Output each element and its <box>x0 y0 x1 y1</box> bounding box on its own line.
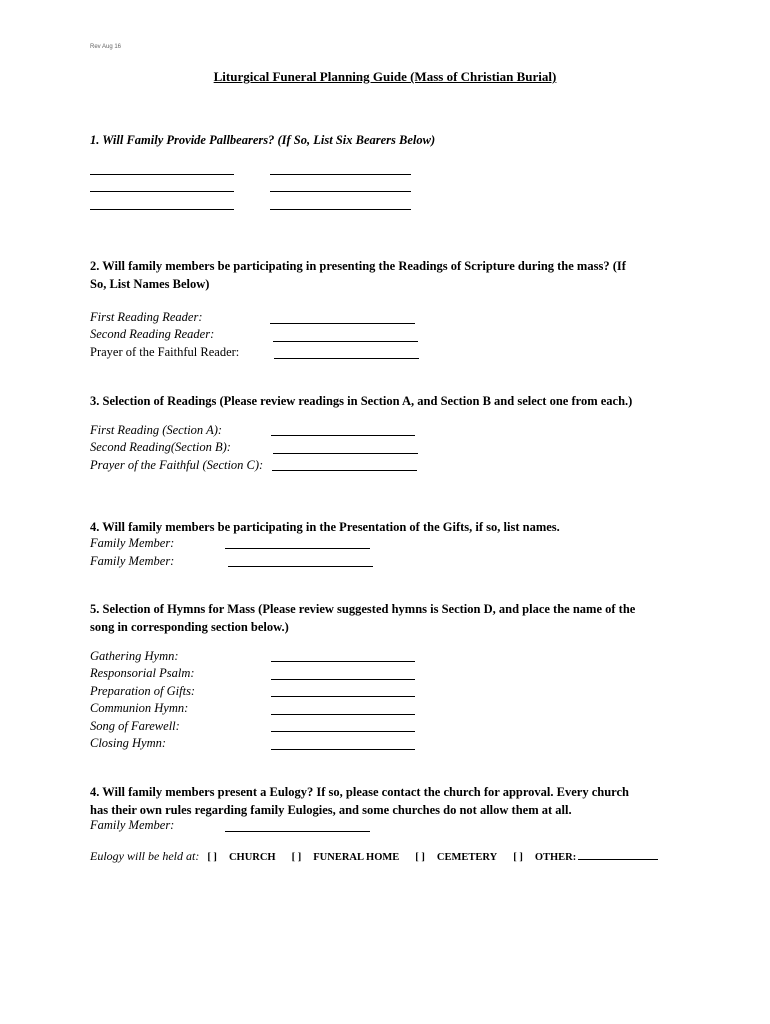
option-funeral-home[interactable] <box>292 852 400 863</box>
church-label: CHURCH <box>228 852 276 863</box>
eulogy-location-label: Eulogy will be held at: <box>90 849 200 863</box>
section-2-question-line-2: So, List Names Below) <box>90 277 210 291</box>
pallbearer-4-field[interactable] <box>270 191 411 192</box>
gift-family-member-1-label: Family Member: <box>90 536 175 550</box>
option-church[interactable] <box>207 852 275 863</box>
pallbearer-1-field[interactable] <box>90 174 234 175</box>
eulogy-location-row <box>90 849 658 864</box>
responsorial-psalm-field[interactable] <box>271 679 415 680</box>
second-reading-label: Second Reading(Section B): <box>90 440 231 454</box>
eulogy-question-line-2: has their own rules regarding family Eulogies, and some churches do not allow them at all. <box>90 803 572 817</box>
communion-hymn-field[interactable] <box>271 714 415 715</box>
section-5-question-line-2: song in corresponding section below.) <box>90 620 289 634</box>
second-reading-reader-label: Second Reading Reader: <box>90 327 215 341</box>
gift-family-member-2-field[interactable] <box>228 566 373 567</box>
pallbearer-6-field[interactable] <box>270 209 411 210</box>
eulogy-question-line-1: 4. Will family members present a Eulogy? If so, please contact the church for approval. Every church <box>90 785 629 799</box>
gathering-hymn-label: Gathering Hymn: <box>90 649 179 663</box>
gathering-hymn-field[interactable] <box>271 661 415 662</box>
first-reading-field[interactable] <box>271 435 415 436</box>
first-reading-reader-label: First Reading Reader: <box>90 310 203 324</box>
first-reading-label: First Reading (Section A): <box>90 423 223 437</box>
other-label: OTHER: <box>534 852 577 863</box>
prayer-of-faithful-field[interactable] <box>272 470 417 471</box>
section-1-question: 1. Will Family Provide Pallbearers? (If So, List Six Bearers Below) <box>90 133 436 147</box>
cemetery-label: CEMETERY <box>436 852 498 863</box>
cemetery-checkbox[interactable]: [ ] <box>415 852 425 863</box>
prayer-of-faithful-reader-label: Prayer of the Faithful Reader: <box>90 345 240 359</box>
preparation-of-gifts-field[interactable] <box>271 696 415 697</box>
revision-note: Rev Aug 16 <box>90 44 122 50</box>
gift-family-member-1-field[interactable] <box>225 548 370 549</box>
pallbearer-3-field[interactable] <box>90 191 234 192</box>
prayer-of-faithful-label: Prayer of the Faithful (Section C): <box>90 458 264 472</box>
section-5-question-line-1: 5. Selection of Hymns for Mass (Please review suggested hymns is Section D, and place the name of the <box>90 602 636 616</box>
church-checkbox[interactable]: [ ] <box>207 852 217 863</box>
other-field[interactable] <box>578 859 658 860</box>
song-of-farewell-label: Song of Farewell: <box>90 719 180 733</box>
funeral-home-label: FUNERAL HOME <box>313 852 400 863</box>
eulogy-family-member-label: Family Member: <box>90 818 175 832</box>
section-3-question: 3. Selection of Readings (Please review readings in Section A, and Section B and select one from each.) <box>90 394 633 408</box>
preparation-of-gifts-label: Preparation of Gifts: <box>90 684 196 698</box>
option-other[interactable] <box>513 852 658 863</box>
pallbearer-5-field[interactable] <box>90 209 234 210</box>
song-of-farewell-field[interactable] <box>271 731 415 732</box>
prayer-of-faithful-reader-field[interactable] <box>274 358 419 359</box>
pallbearer-2-field[interactable] <box>270 174 411 175</box>
section-2-question-line-1: 2. Will family members be participating in presenting the Readings of Scripture during the mass? (If <box>90 259 626 273</box>
closing-hymn-field[interactable] <box>271 749 415 750</box>
first-reading-reader-field[interactable] <box>270 323 415 324</box>
gift-family-member-2-label: Family Member: <box>90 554 175 568</box>
second-reading-field[interactable] <box>273 453 418 454</box>
option-cemetery[interactable] <box>415 852 497 863</box>
page-title: Liturgical Funeral Planning Guide (Mass of Christian Burial) <box>213 69 557 84</box>
funeral-home-checkbox[interactable]: [ ] <box>291 852 302 863</box>
closing-hymn-label: Closing Hymn: <box>90 736 167 750</box>
eulogy-family-member-field[interactable] <box>225 831 370 832</box>
other-checkbox[interactable]: [ ] <box>513 852 523 863</box>
second-reading-reader-field[interactable] <box>273 341 418 342</box>
section-4-question: 4. Will family members be participating in the Presentation of the Gifts, if so, list names. <box>90 520 560 534</box>
communion-hymn-label: Communion Hymn: <box>90 701 189 715</box>
responsorial-psalm-label: Responsorial Psalm: <box>90 666 195 680</box>
